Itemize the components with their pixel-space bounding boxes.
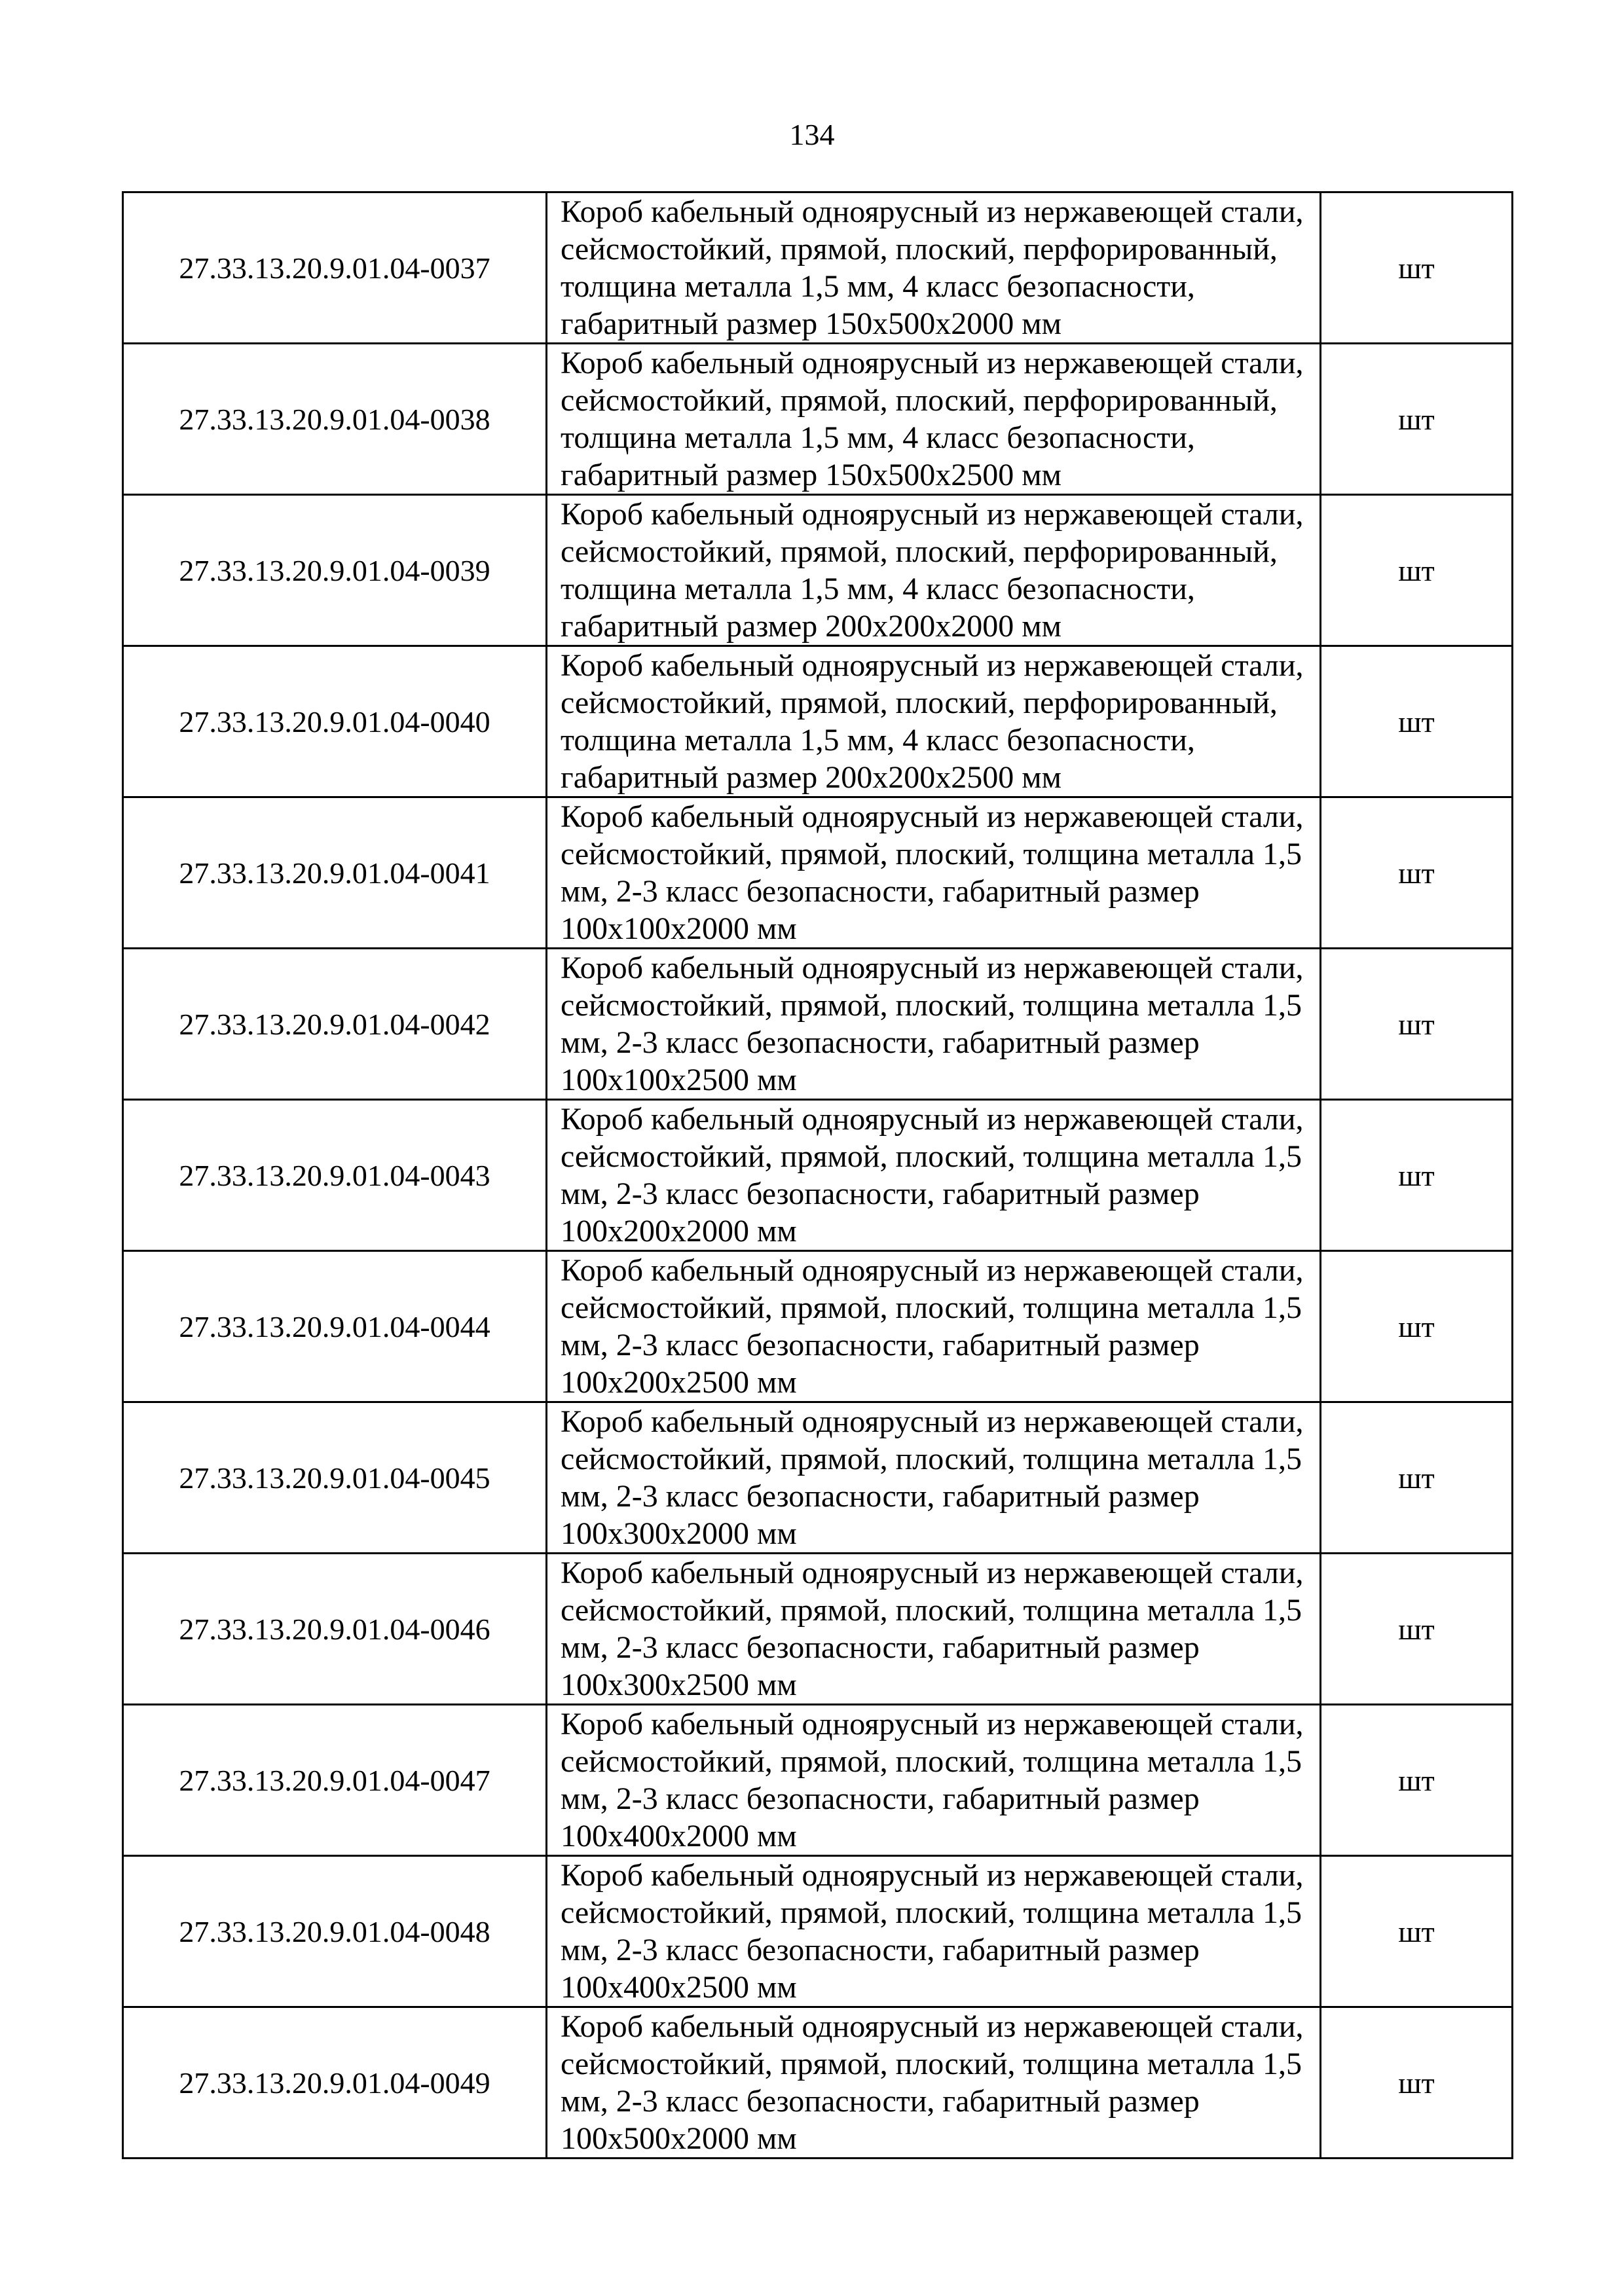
resource-unit-cell: шт (1321, 1100, 1513, 1251)
resource-code-cell: 27.33.13.20.9.01.04-0040 (123, 646, 547, 797)
resource-description-cell: Короб кабельный одноярусный из нержавеющей стали, сейсмостойкий, прямой, плоский, толщина металла 1,5 мм, 2-3 класс безопасности, габаритный размер 100х400х2000 мм (547, 1705, 1321, 1856)
resource-unit-cell: шт (1321, 192, 1513, 344)
table-row (123, 192, 1513, 344)
resource-code-cell: 27.33.13.20.9.01.04-0045 (123, 1402, 547, 1554)
resource-code-cell: 27.33.13.20.9.01.04-0039 (123, 495, 547, 646)
resource-description-cell: Короб кабельный одноярусный из нержавеющей стали, сейсмостойкий, прямой, плоский, толщина металла 1,5 мм, 2-3 класс безопасности, габаритный размер 100х500х2000 мм (547, 2007, 1321, 2159)
table-row (123, 344, 1513, 495)
table-row (123, 1100, 1513, 1251)
table-row (123, 646, 1513, 797)
resource-unit-cell: шт (1321, 646, 1513, 797)
resource-description-cell: Короб кабельный одноярусный из нержавеющей стали, сейсмостойкий, прямой, плоский, толщина металла 1,5 мм, 2-3 класс безопасности, габаритный размер 100х100х2500 мм (547, 949, 1321, 1100)
resource-unit-cell: шт (1321, 1402, 1513, 1554)
resource-code-cell: 27.33.13.20.9.01.04-0046 (123, 1554, 547, 1705)
table-row (123, 1856, 1513, 2007)
resource-unit-cell: шт (1321, 2007, 1513, 2159)
resource-description-cell: Короб кабельный одноярусный из нержавеющей стали, сейсмостойкий, прямой, плоский, толщина металла 1,5 мм, 2-3 класс безопасности, габаритный размер 100х300х2500 мм (547, 1554, 1321, 1705)
resource-unit-cell: шт (1321, 797, 1513, 949)
resource-code-cell: 27.33.13.20.9.01.04-0044 (123, 1251, 547, 1402)
resource-code-cell: 27.33.13.20.9.01.04-0042 (123, 949, 547, 1100)
table-row (123, 949, 1513, 1100)
resource-code-cell: 27.33.13.20.9.01.04-0048 (123, 1856, 547, 2007)
resource-unit-cell: шт (1321, 1856, 1513, 2007)
resource-unit-cell: шт (1321, 495, 1513, 646)
resource-description-cell: Короб кабельный одноярусный из нержавеющей стали, сейсмостойкий, прямой, плоский, перфорированный, толщина металла 1,5 мм, 4 класс безопасности, габаритный размер 200х200х2500 мм (547, 646, 1321, 797)
resource-description-cell: Короб кабельный одноярусный из нержавеющей стали, сейсмостойкий, прямой, плоский, толщина металла 1,5 мм, 2-3 класс безопасности, габаритный размер 100х300х2000 мм (547, 1402, 1321, 1554)
table-row (123, 1705, 1513, 1856)
page-number: 134 (789, 118, 835, 151)
resource-code-cell: 27.33.13.20.9.01.04-0041 (123, 797, 547, 949)
resource-code-cell: 27.33.13.20.9.01.04-0047 (123, 1705, 547, 1856)
resource-unit-cell: шт (1321, 1554, 1513, 1705)
resource-code-cell: 27.33.13.20.9.01.04-0038 (123, 344, 547, 495)
table-row (123, 1554, 1513, 1705)
resource-table (122, 191, 1513, 2159)
resource-description-cell: Короб кабельный одноярусный из нержавеющей стали, сейсмостойкий, прямой, плоский, толщина металла 1,5 мм, 2-3 класс безопасности, габаритный размер 100х100х2000 мм (547, 797, 1321, 949)
resource-code-cell: 27.33.13.20.9.01.04-0043 (123, 1100, 547, 1251)
table-row (123, 1251, 1513, 1402)
resource-code-cell: 27.33.13.20.9.01.04-0049 (123, 2007, 547, 2159)
resource-unit-cell: шт (1321, 1251, 1513, 1402)
resource-description-cell: Короб кабельный одноярусный из нержавеющей стали, сейсмостойкий, прямой, плоский, перфорированный, толщина металла 1,5 мм, 4 класс безопасности, габаритный размер 200х200х2000 мм (547, 495, 1321, 646)
resource-unit-cell: шт (1321, 1705, 1513, 1856)
resource-description-cell: Короб кабельный одноярусный из нержавеющей стали, сейсмостойкий, прямой, плоский, перфорированный, толщина металла 1,5 мм, 4 класс безопасности, габаритный размер 150х500х2000 мм (547, 192, 1321, 344)
resource-description-cell: Короб кабельный одноярусный из нержавеющей стали, сейсмостойкий, прямой, плоский, толщина металла 1,5 мм, 2-3 класс безопасности, габаритный размер 100х400х2500 мм (547, 1856, 1321, 2007)
resource-table-body (123, 192, 1513, 2159)
resource-code-cell: 27.33.13.20.9.01.04-0037 (123, 192, 547, 344)
table-row (123, 1402, 1513, 1554)
table-row (123, 797, 1513, 949)
resource-description-cell: Короб кабельный одноярусный из нержавеющей стали, сейсмостойкий, прямой, плоский, толщина металла 1,5 мм, 2-3 класс безопасности, габаритный размер 100х200х2500 мм (547, 1251, 1321, 1402)
resource-description-cell: Короб кабельный одноярусный из нержавеющей стали, сейсмостойкий, прямой, плоский, перфорированный, толщина металла 1,5 мм, 4 класс безопасности, габаритный размер 150х500х2500 мм (547, 344, 1321, 495)
table-row (123, 2007, 1513, 2159)
resource-unit-cell: шт (1321, 344, 1513, 495)
resource-unit-cell: шт (1321, 949, 1513, 1100)
table-row (123, 495, 1513, 646)
resource-description-cell: Короб кабельный одноярусный из нержавеющей стали, сейсмостойкий, прямой, плоский, толщина металла 1,5 мм, 2-3 класс безопасности, габаритный размер 100х200х2000 мм (547, 1100, 1321, 1251)
